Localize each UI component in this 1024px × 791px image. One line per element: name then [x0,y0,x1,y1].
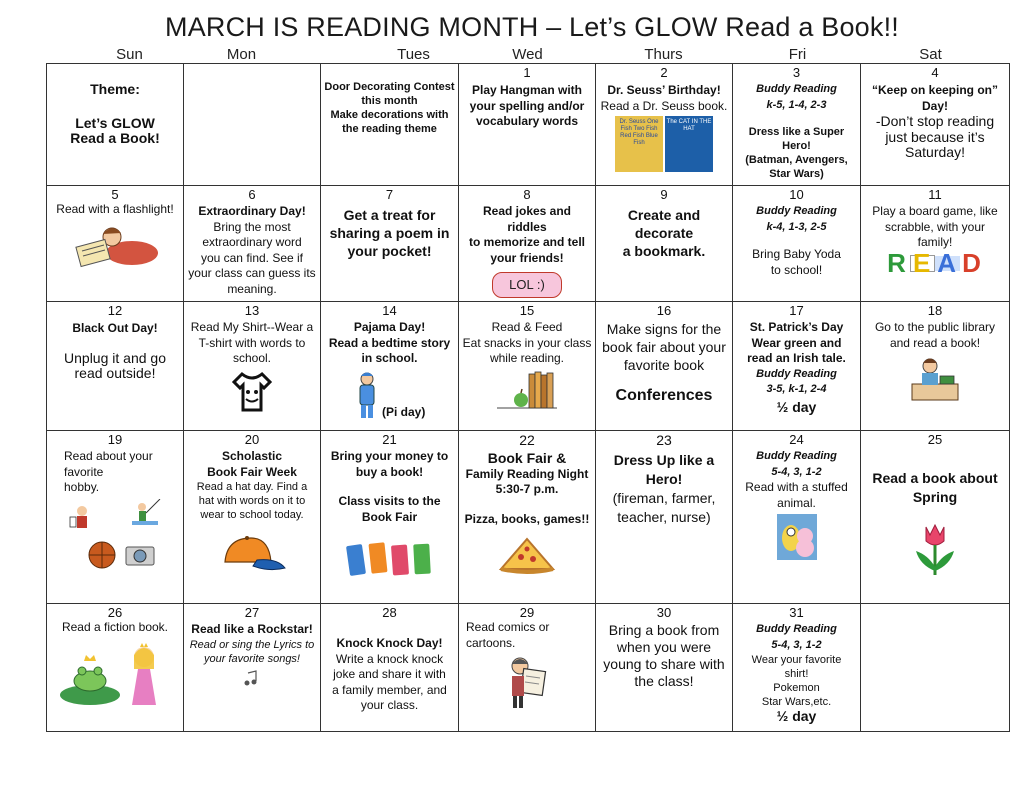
child-in-pajamas-icon [352,371,382,421]
cell-text: Hero! [645,471,683,487]
read-letter-d: D [962,247,983,278]
day-cell-15 [459,302,596,431]
cell-text: Read or sing the Lyrics to [189,638,315,651]
cell-text: Get a treat for [343,207,436,223]
cell-text: Scholastic [221,449,283,463]
cell-text: Go to the public library [874,320,996,334]
colorful-books-icon [344,539,436,579]
cell-text: just because it’s [885,128,985,145]
day-number: 5 [111,187,119,202]
cell-text: Day! [921,98,948,113]
day-number: 8 [523,187,531,202]
cell-text: hat with words on it to [198,495,306,507]
cell-text: Hero! [782,140,811,152]
read-letter-a: A [937,247,959,278]
cell-text: Read comics or [466,620,550,634]
day-number: 25 [927,432,943,447]
cell-text: sharing a poem in [329,225,450,241]
cell-text: Read a fiction book. [61,620,169,634]
day-header-sun: Sun [116,46,143,63]
day-cell-26 [47,604,184,732]
cell-text: St. Patrick’s Day [749,320,844,334]
day-number: 7 [385,187,394,202]
day-number: 16 [656,303,672,318]
cat-in-hat-book-cover-icon: The CAT IN THE HAT [665,116,713,172]
half-day-label: ½ day [776,398,817,415]
pi-day-label: (Pi day) [382,404,426,419]
day-number: 21 [382,432,397,447]
cell-text: -Don’t stop reading [875,113,995,129]
day-number: 14 [382,303,397,318]
day-cell-18 [861,302,1010,431]
cell-text: Buddy Reading [756,450,837,462]
cell-text: Read with a flashlight! [56,202,174,216]
day-number: 3 [792,65,801,80]
cell-text: 5-4, 3, 1-2 [771,638,822,651]
cell-text: Book Fair Week [207,464,297,479]
lol-speech-bubble: LOL :) [492,272,562,298]
day-number: 24 [789,432,804,447]
cell-text: Read jokes and riddles [482,204,572,234]
seuss-book-cover-icon: Dr. Seuss One Fish Two Fish Red Fish Blue Fish [615,116,663,172]
cell-text: Knock Knock Day! [336,636,443,650]
cell-text: Extraordinary Day! [198,204,306,218]
cell-text: in school. [361,351,418,365]
week-row-3 [47,302,1010,431]
day-number: 27 [244,605,260,620]
baseball-cap-icon [217,532,287,578]
painter-icon [70,506,87,528]
cell-text: the class! [634,673,694,689]
cell-text: Saturday! [905,144,965,160]
cell-text: (fireman, farmer, [612,490,716,506]
cell-text: hobby. [64,480,100,494]
cell-text: Spring [912,489,958,505]
day-number: 31 [789,605,804,620]
day-cell-door-contest [321,64,459,186]
cell-text: Dr. Seuss’ Birthday! [607,83,721,97]
day-cell-9 [596,186,733,302]
cell-text: extraordinary word [202,235,302,249]
cell-text: Bring the most [213,219,291,234]
cell-text: Read about your [64,449,153,463]
day-cell-empty [184,64,321,186]
cell-text: Play a board game, like [872,204,998,218]
cell-text: Dress like a Super [748,126,845,138]
week-row-5 [47,604,1010,732]
day-cell-28 [321,604,459,732]
cell-text: Buddy Reading [756,367,837,380]
day-cell-2 [596,64,733,186]
day-header-wed: Wed [512,46,543,63]
cell-text: joke and share it with [333,667,446,681]
cell-text: 5-4, 3, 1-2 [771,465,822,478]
day-number: 15 [519,303,535,318]
cell-text-group [50,449,180,496]
cell-text: Bring a book from [608,622,720,638]
day-number: 20 [244,432,260,447]
day-cell-23 [596,431,733,604]
day-cell-11 [861,186,1010,302]
cell-text: (Batman, Avengers, [745,154,848,166]
day-cell-17 [733,302,861,431]
day-number: 13 [244,303,260,318]
day-number: 1 [523,65,531,80]
cell-text: Read a book about [872,470,998,486]
cell-text: Make signs for the [606,321,722,337]
cell-text: Wear your favorite [751,654,842,666]
day-number: 9 [660,187,668,202]
cell-text: Unplug it and go [64,349,166,366]
day-cell-27 [184,604,321,732]
theme-text: Let’s GLOW [75,114,155,131]
day-cell-4 [861,64,1010,186]
cell-text: young to share with [603,656,725,672]
day-number: 29 [519,605,535,620]
day-cell-theme [47,64,184,186]
cell-text: Dress Up like a [613,452,715,468]
day-number: 12 [107,303,123,318]
cell-text: “Keep on keeping on” [871,83,998,97]
day-number: 10 [789,187,804,202]
cell-text: Read My Shirt--Wear a [190,320,314,334]
day-header-mon: Mon [226,46,257,63]
day-number: 6 [248,187,256,202]
cell-text: your favorite songs! [204,652,300,665]
cell-text: cartoons. [466,635,516,650]
page-title: MARCH IS READING MONTH – Let’s GLOW Read a Book!! [165,12,899,42]
cell-text: Play Hangman with [471,83,583,97]
frog-and-princess-icon [56,639,174,709]
cell-text: buy a book! [355,464,424,479]
cell-text: a family member, and [332,682,447,697]
half-day-label: ½ day [776,708,817,724]
cell-text: T-shirt with words to [198,335,306,350]
cell-text: Pajama Day! [353,320,426,334]
librarian-at-desk-icon [910,354,960,402]
day-number: 22 [519,432,535,448]
day-number: 18 [927,303,943,318]
day-number: 26 [107,605,123,620]
cell-text: scrabble, with your [884,219,986,234]
day-cell-24 [733,431,861,604]
cell-text: Read a hat day. Find a [196,481,308,493]
cell-text: this month [361,95,418,107]
cell-text: animal. [777,495,816,510]
day-cell-6 [184,186,321,302]
conferences-label: Conferences [615,387,713,404]
week-row-4 [47,431,1010,604]
day-cell-13 [184,302,321,431]
cell-text: teacher, nurse) [617,509,711,525]
day-cell-16 [596,302,733,431]
cell-text: Write a knock knock [335,651,444,666]
day-header-sat: Sat [919,46,942,63]
day-cell-1 [459,64,596,186]
cell-text: k-5, 1-4, 2-3 [766,98,827,111]
day-header-tues: Tues [397,46,430,63]
day-cell-25 [861,431,1010,604]
cell-text: your class. [360,698,419,712]
cell-text: your spelling and/or [469,98,585,113]
cell-text-group [462,620,592,651]
cell-text: Door Decorating Contest [324,81,455,93]
cell-text: Star Wars) [769,168,824,180]
read-letter-e: E [910,255,935,273]
tulip-icon [912,521,958,577]
day-number: 11 [928,187,942,202]
day-cell-7 [321,186,459,302]
cell-text: your pocket! [347,243,432,259]
cell-text: Buddy Reading [756,83,837,95]
cell-text: shirt! [784,668,809,680]
cell-text: your class can guess its [188,266,316,280]
day-cell-12 [47,302,184,431]
cell-text: Read with a stuffed [745,480,848,494]
theme-text: Read a Book! [70,130,160,146]
cell-text: the reading theme [342,123,437,135]
cell-text: Bring Baby Yoda [752,247,841,261]
cell-text: Read like a Rockstar! [191,622,313,636]
basketball-icon [89,542,115,568]
cell-text: family! [917,235,953,249]
hobby-icons [60,499,170,573]
cell-text: favorite [64,464,104,479]
pizza-slice-icon [497,535,557,575]
day-number: 23 [656,432,672,448]
day-cell-10 [733,186,861,302]
day-cell-29 [459,604,596,732]
weekday-header [46,46,1010,64]
cell-text: and read a book! [889,335,981,350]
cell-text: Book Fair & [487,450,567,466]
day-cell-22 [459,431,596,604]
cell-text: 5:30-7 p.m. [495,482,559,496]
day-number: 19 [107,432,123,447]
cell-text: Read a bedtime story [328,335,451,350]
cell-text: Wear green and [751,335,842,350]
read-letters [864,247,1006,278]
day-cell-20 [184,431,321,604]
cell-text: book fair about your [602,339,726,355]
cell-text: 3-5, k-1, 2-4 [766,383,827,395]
camera-icon [126,547,154,565]
cell-text: favorite book [623,357,705,373]
cell-text: read an Irish tale. [747,351,846,365]
cell-text: wear to school today. [200,509,304,521]
week-row-2 [47,186,1010,302]
cell-text: Class visits to the [338,494,441,508]
cell-text: Read & Feed [491,320,563,334]
cell-text: Book Fair [361,509,418,524]
music-note-icon [242,669,262,689]
day-number: 30 [656,605,672,620]
day-cell-31 [733,604,861,732]
cell-text: Star Wars,etc. [761,696,832,708]
cell-text: Make decorations with [330,109,449,121]
cell-text: Bring your money to [330,449,449,463]
cell-text: while reading. [489,351,565,365]
day-number: 2 [660,65,668,80]
cell-text: vocabulary words [475,114,579,128]
cell-text: Read a Dr. Seuss book. [600,98,728,113]
day-number: 17 [789,303,804,318]
cell-text: Pizza, books, games!! [464,511,590,526]
day-number: 28 [382,605,397,620]
cell-text: Create and decorate [627,207,701,241]
calendar-grid [46,63,1010,732]
day-cell-14 [321,302,459,431]
cell-text: when you were [616,639,712,655]
tshirt-icon [230,370,274,416]
cell-text: Black Out Day! [72,321,158,335]
cell-text: Eat snacks in your class [462,335,592,350]
person-reading-comics-icon [502,654,552,710]
day-header-fri: Fri [788,46,807,63]
cell-text: your friends! [490,250,564,265]
day-cell-5 [47,186,184,302]
cell-text: k-4, 1-3, 2-5 [766,220,827,233]
day-cell-empty [861,604,1010,732]
cell-text: Pokemon [773,682,820,694]
cell-text: Buddy Reading [756,623,837,635]
cell-text: Family Reading Night [465,466,589,481]
cell-text: meaning. [227,281,277,296]
cell-text: read outside! [74,365,156,381]
day-cell-19 [47,431,184,604]
day-cell-21 [321,431,459,604]
read-letter-r: R [887,247,908,278]
theme-label: Theme: [90,81,140,97]
week-row-1 [47,64,1010,186]
day-header-thurs: Thurs [644,46,683,63]
cell-text: to memorize and tell [468,235,586,249]
books-and-apple-icon [495,370,559,410]
day-cell-30 [596,604,733,732]
cell-text: school. [232,351,272,365]
day-cell-8 [459,186,596,302]
pajama-row [324,367,455,423]
cell-text: to school! [770,262,823,277]
day-number: 4 [931,65,939,80]
cell-text: a bookmark. [622,243,706,259]
cell-text: you can find. See if [200,250,304,265]
fishing-icon [132,499,160,525]
day-cell-3 [733,64,861,186]
child-reading-flashlight-icon [70,221,160,271]
stuffed-animals-icon [777,514,817,560]
cell-text: Buddy Reading [756,205,837,217]
